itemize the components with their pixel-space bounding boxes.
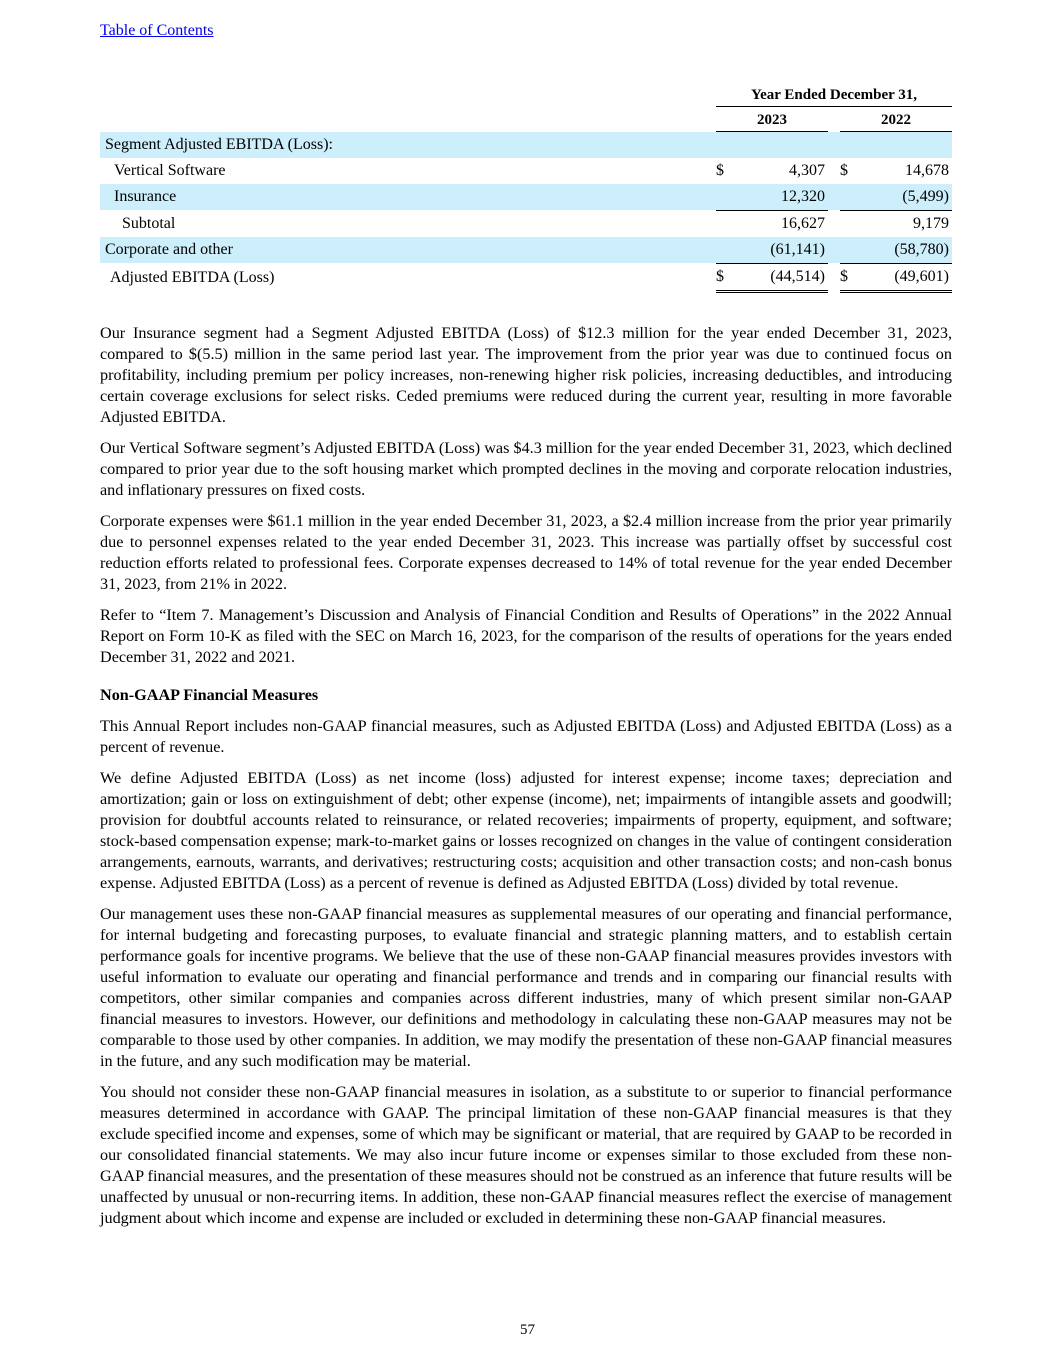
paragraph-vertical-software-segment: Our Vertical Software segment’s Adjusted EBITDA (Loss) was $4.3 million for the year ended December 31, 2023, which declined compared to prior year due to the soft housing market which prompted declines in the moving and corporate relocation industries, and inflationary pressures on fixed costs. [100,438,952,499]
table-row-segment-header [100,132,952,158]
gap-cell [828,132,840,158]
gap-cell [828,210,840,237]
currency-symbol [716,132,740,158]
empty-cell [100,107,716,132]
table-row-insurance [100,184,952,211]
row-value-2023: 16,627 [781,214,825,232]
paragraph-define-adjusted-ebitda: We define Adjusted EBITDA (Loss) as net income (loss) adjusted for interest expense; income taxes; depreciation and amortization; gain or loss on extinguishment of debt; other expense (income), net; impairments of intangible assets and goodwill; provision for doubtful accounts related to reinsurance, or related recoveries; impairments of property, equipment, and software; stock-based compensation expense; mark-to-market gains or losses recognized on changes in the value of contingent consideration arrangements, earnouts, warrants, and derivatives; restructuring costs; acquisition and other transaction costs; and non-cash bonus expense. Adjusted EBITDA (Loss) as a percent of revenue is defined as Adjusted EBITDA (Loss) divided by total revenue. [100,768,952,892]
table-period-header-row [100,82,952,107]
row-value-2022: (49,601) [864,263,952,291]
paragraph-management-uses: Our management uses these non-GAAP financial measures as supplemental measures of our operating and financial performance, for internal budgeting and forecasting purposes, to evaluate financial and strategic planning matters, and to establish certain performance goals for incentive programs. We believe that the use of these non-GAAP financial measures provides investors with useful information to evaluate our operating and financial performance and trends and in comparing our financial results with competitors, other similar companies and companies across different industries, many of which present similar non-GAAP financial measures to investors. However, our definitions and methodology in calculating these non-GAAP measures may not be comparable to those used by other companies. In addition, we may modify the presentation of these non-GAAP financial measures in the future, and any such modification may be material. [100,904,952,1070]
discussion-section [100,323,952,1229]
row-label: Subtotal [122,214,176,232]
empty-cell [100,82,716,107]
currency-symbol [840,184,864,211]
paragraph-corporate-expenses: Corporate expenses were $61.1 million in the year ended December 31, 2023, a $2.4 million increase from the prior year primarily due to personnel expenses related to the year ended December 31, 2023. This increase was partially offset by successful cost reduction efforts related to professional fees. Corporate expenses decreased to 14% of total revenue for the year ended December 31, 2023, from 21% in 2022. [100,511,952,593]
gap-cell [828,184,840,211]
row-value-2023: 4,307 [789,161,825,179]
row-label: Vertical Software [114,161,226,179]
row-value-2023: (61,141) [740,237,828,264]
gap-cell [828,158,840,184]
gap-cell [828,263,840,291]
table-col-header-2023: 2023 [716,107,828,132]
non-gaap-heading: Non-GAAP Financial Measures [100,685,319,704]
currency-symbol [716,237,740,264]
gap-cell [828,107,840,132]
paragraph-refer-item7: Refer to “Item 7. Management’s Discussion and Analysis of Financial Condition and Results of Operations” in the 2022 Annual Report on Form 10-K as filed with the SEC on March 16, 2023, for the comparison of the results of operations for the years ended December 31, 2022 and 2021. [100,605,952,666]
row-value-2022: (58,780) [864,237,952,264]
row-label: Segment Adjusted EBITDA (Loss): [100,132,716,158]
row-label: Corporate and other [100,237,716,264]
currency-symbol: $ [716,161,724,179]
paragraph-insurance-segment: Our Insurance segment had a Segment Adjusted EBITDA (Loss) of $12.3 million for the year ended December 31, 2023, compared to $(5.5) million in the same period last year. The improvement from the prior year was due to continued focus on profitability, including premium per policy increases, non-renewing higher risk policies, increasing deductibles, and introducing certain coverage exclusions for select risks. Ceded premiums were reduced during the current year, resulting in more favorable Adjusted EBITDA. [100,323,952,426]
table-year-header-row [100,107,952,132]
currency-symbol [716,210,740,237]
currency-symbol [840,237,864,264]
gap-cell [828,237,840,264]
currency-symbol: $ [840,263,864,291]
paragraph-should-not-consider: You should not consider these non-GAAP financial measures in isolation, as a substitute to or superior to financial performance measures determined in accordance with GAAP. The principal limitation of these non-GAAP financial measures is that they exclude specified income and expenses, some of which may be significant or material, that are required by GAAP to be recorded in our consolidated financial statements. We may also incur future income or expenses similar to those excluded from these non-GAAP financial measures, and the presentation of these measures should not be construed as an inference that future results will be unaffected by unusual or non-recurring items. In addition, these non-GAAP financial measures reflect the exercise of management judgment about which income and expense are included or excluded in determining these non-GAAP financial measures. [100,1082,952,1227]
row-value-2023 [740,132,828,158]
segment-ebitda-table [100,82,952,293]
table-of-contents-link[interactable]: Table of Contents [100,22,214,39]
currency-symbol: $ [840,161,848,179]
paragraph-annual-report-includes: This Annual Report includes non-GAAP financial measures, such as Adjusted EBITDA (Loss) and Adjusted EBITDA (Loss) as a percent of revenue. [100,716,952,756]
table-row-vertical-software [100,158,952,184]
currency-symbol [840,132,864,158]
table-col-header-2022: 2022 [840,107,952,132]
row-value-2022: (5,499) [864,184,952,211]
row-value-2022: 14,678 [905,161,949,179]
currency-symbol [840,210,864,237]
row-value-2022: 9,179 [913,214,949,232]
row-value-2023: 12,320 [740,184,828,211]
row-label: Insurance [100,184,716,211]
currency-symbol [716,184,740,211]
table-period-header: Year Ended December 31, [716,82,952,107]
table-row-subtotal [100,210,952,237]
table-row-adjusted-ebitda [100,263,952,291]
table-row-corporate-and-other [100,237,952,264]
currency-symbol: $ [716,263,740,291]
page-number: 57 [520,1322,535,1338]
row-value-2023: (44,514) [740,263,828,291]
row-label: Adjusted EBITDA (Loss) [110,269,275,286]
row-value-2022 [864,132,952,158]
